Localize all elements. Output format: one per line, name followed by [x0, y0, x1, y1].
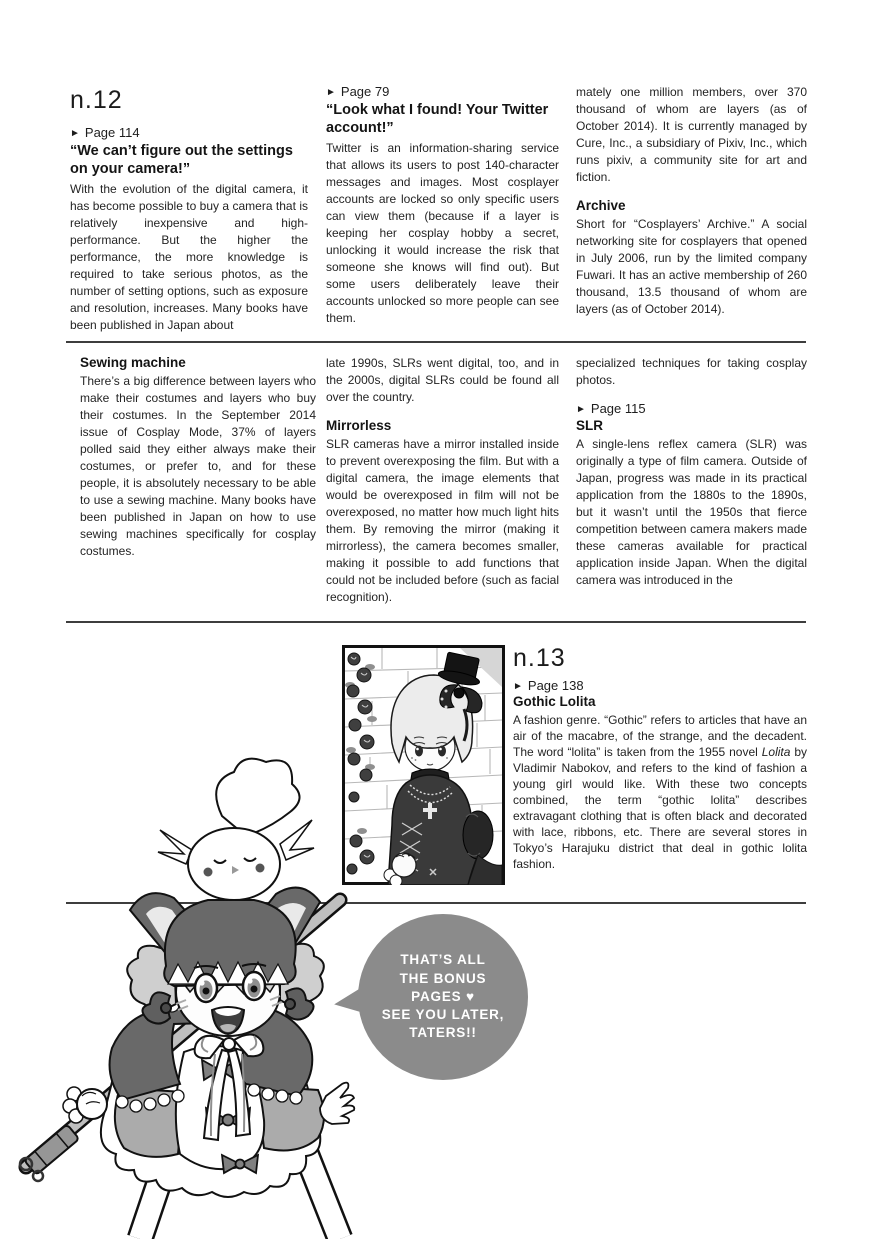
entry-heading-slr: SLR — [576, 418, 603, 433]
chibi-witch-mascot-illustration — [8, 752, 358, 1239]
speech-line: PAGES ♥ — [411, 988, 475, 1004]
entry-heading-archive: Archive — [576, 198, 626, 213]
hand-on-broom — [63, 1087, 107, 1123]
speech-bubble — [358, 914, 528, 1080]
speech-line: TATERS!! — [409, 1025, 477, 1041]
page-marker-icon: ► — [70, 128, 80, 139]
glossary-column-2 — [326, 84, 559, 327]
bird-wing-right — [280, 820, 314, 860]
entry-heading-gothic-lolita: Gothic Lolita — [513, 694, 596, 709]
speech-line: THE BONUS — [399, 970, 487, 986]
bird-companion — [158, 759, 314, 900]
glossary-column-3b — [576, 355, 807, 589]
page-ref-label: Page 138 — [527, 678, 584, 693]
page-reference — [576, 401, 807, 416]
page-ref-label: Page 79 — [340, 84, 390, 99]
page-marker-icon: ► — [576, 404, 586, 415]
entry-body: Twitter is an information-sharing service that allows its users to post 140-character messages and images. Most cosplayer accounts are locked so only specific users can view them (because if a layer is keeping her cosplay hobby a secret, unlocking it would increase the risk that someone she knows will find out). But some users deliberately leave their accounts unlocked so more people can see them. — [326, 141, 559, 325]
waving-hand — [320, 1083, 354, 1124]
head — [127, 759, 324, 1036]
page-ref-label: Page 115 — [590, 401, 646, 416]
bird-wing-left — [158, 830, 192, 864]
entry-heading-sewing-machine: Sewing machine — [80, 355, 186, 370]
speech-line: THAT’S ALL — [400, 952, 486, 968]
entry-headline: “Look what I found! Your Twitter account!” — [326, 102, 549, 136]
entry-body-continuation: specialized techniques for taking cosplay photos. — [576, 356, 807, 387]
glossary-entry-n13 — [513, 644, 807, 872]
entry-body: There’s a big difference between layers who make their costumes and layers who buy their costumes. In the September 2014 issue of Cosplay Mode, 37% of layers polled said they either always make their costumes, or prefer to, and for these people, it is absolutely necessary to be able to use a sewing machine. Many books have been published in Japan on how to use sewing machines specifically for cosplay costumes. — [80, 374, 316, 558]
section-divider-rule — [66, 621, 806, 623]
entry-body — [513, 712, 807, 872]
glossary-column-3 — [576, 84, 807, 318]
glossary-column-1b — [80, 355, 316, 560]
entry-headline: “We can’t figure out the settings on your camera!” — [70, 143, 293, 177]
bird-body — [188, 828, 280, 900]
body-segment: A fashion genre. “Gothic” refers to articles that have an air of the macabre, of the strange, and the decadent. The word “lolita” is taken from the 1955 novel — [513, 713, 807, 759]
gothic-lolita-portrait-illustration — [342, 645, 505, 885]
glossary-column-1 — [70, 86, 308, 334]
entry-heading-mirrorless: Mirrorless — [326, 418, 392, 433]
left-eye — [415, 746, 423, 757]
body-segment: by Vladimir Nabokov, and refers to the kind of fashion a young girl would like. With these two concepts combined, the term “gothic lolita” describes extravagant clothing that is often black and decorated with lace, ribbons, etc. There are several stores in Tokyo’s Harajuku district that deal in gothic lolita fashion. — [513, 745, 807, 871]
entry-body: With the evolution of the digital camera, it has become possible to buy a camera that is relatively inexpensive and high-performance. But the higher the performance, the more knowledge is required to take serious photos, as the number of setting options, such as exposure and resolution, increases. Many books have been published in Japan about — [70, 182, 308, 332]
entry-body: SLR cameras have a mirror installed inside to prevent overexposing the film. But with a digital camera, the image elements that would be overexposed in film will not be overexposed, no matter how much light hits them. By removing the mirror (making it mirrorless), the camera becomes smaller, making it possible to add functions that could not be included before (such as facial recognition). — [326, 437, 559, 604]
entry-number-n13: n.13 — [513, 644, 566, 672]
entry-body: A single-lens reflex camera (SLR) was originally a type of film camera. Outside of Japan, progress was made in its practical application from the 1880s to the 1890s, but it wasn’t until the 1950s that fierce competition between camera makers made these cameras available for practical application inside Japan. When the digital camera was introduced in the — [576, 437, 807, 587]
chibi-illustration-svg — [8, 752, 358, 1239]
entry-number-n12: n.12 — [70, 86, 123, 114]
page-reference — [326, 84, 559, 99]
section-divider-rule — [66, 341, 806, 343]
entry-body: Short for “Cosplayers’ Archive.” A social networking site for cosplayers that opened in July 2006, run by the limited company Fuwari. It has an active membership of 260 thousand, 13.5 thousand of whom are layers (as of October 2014). — [576, 217, 807, 316]
bird-plume — [216, 759, 299, 836]
page-marker-icon: ► — [326, 87, 336, 98]
speech-line: SEE YOU LATER, — [381, 1007, 505, 1023]
page-ref-label: Page 114 — [84, 125, 140, 140]
portrait-illustration-svg — [342, 645, 505, 885]
page-reference — [513, 678, 807, 693]
book-title-italic: Lolita — [761, 745, 791, 759]
glossary-column-2b — [326, 355, 559, 606]
puff-sleeve — [463, 811, 493, 859]
entry-body-continuation: mately one million members, over 370 thousand of whom are layers (as of October 2014). It is currently managed by Cure, Inc., a subsidiary of Pixiv, Inc., which runs pixiv, a community site for art and fiction. — [576, 85, 807, 184]
right-eye — [438, 746, 446, 757]
page-marker-icon: ► — [513, 681, 523, 692]
page-reference — [70, 125, 308, 140]
entry-body-continuation: late 1990s, SLRs went digital, too, and in the 2000s, digital SLRs could be found all over the country. — [326, 356, 559, 404]
